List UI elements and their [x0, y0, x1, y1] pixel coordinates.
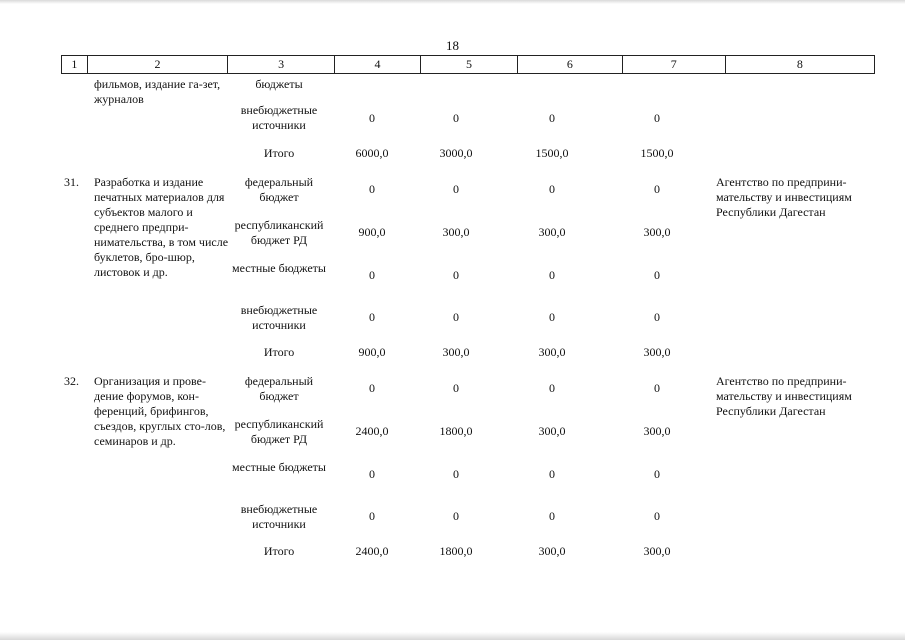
continued-source-1: бюджеты — [255, 77, 303, 91]
header-col-7: 7 — [622, 56, 725, 73]
item-31-total-v4: 900,0 — [358, 345, 386, 359]
item-32-v6-1: 0 — [549, 381, 555, 395]
item-32-v6-2: 300,0 — [538, 424, 566, 438]
header-col-4: 4 — [334, 56, 420, 73]
continued-total-v4: 6000,0 — [355, 146, 389, 160]
item-31-total-label: Итого — [263, 345, 295, 359]
item-32-organization: Агентство по предприни-мательству и инвестициям Республики Дагестан — [716, 374, 852, 418]
item-32-v5-2: 1800,0 — [439, 424, 473, 438]
page-number: 18 — [446, 38, 459, 53]
continued-total-v5: 3000,0 — [439, 146, 473, 160]
header-col-8: 8 — [725, 56, 875, 73]
item-31-description: Разработка и издание печатных материалов для субъектов малого и среднего предпри-нимательства, в том числе буклетов, бро-шюр, листовок и др. — [94, 175, 229, 279]
item-31-v7-3: 0 — [654, 268, 660, 282]
item-32-v7-2: 300,0 — [643, 424, 671, 438]
item-32-v7-4: 0 — [654, 509, 660, 523]
item-31-v7-2: 300,0 — [643, 225, 671, 239]
item-32-total-v7: 300,0 — [643, 544, 671, 558]
header-col-6: 6 — [517, 56, 622, 73]
item-31-v4-3: 0 — [369, 268, 375, 282]
continued-total-v7: 1500,0 — [640, 146, 674, 160]
item-32-source-3: местные бюджеты — [232, 460, 326, 474]
item-32-total-v5: 1800,0 — [439, 544, 473, 558]
item-32-number: 32. — [64, 374, 79, 388]
header-col-1: 1 — [61, 56, 87, 73]
item-31-v6-4: 0 — [549, 310, 555, 324]
header-col-2: 2 — [87, 56, 227, 73]
item-31-v6-1: 0 — [549, 182, 555, 196]
item-31-v6-2: 300,0 — [538, 225, 566, 239]
continued-v4-2: 0 — [369, 111, 375, 125]
item-31-v4-1: 0 — [369, 182, 375, 196]
item-32-description: Организация и прове-дение форумов, кон-ференций, брифингов, съездов, круглых сто-лов, семинаров и др. — [94, 374, 226, 448]
continued-v5-2: 0 — [453, 111, 459, 125]
item-32-v5-1: 0 — [453, 381, 459, 395]
item-31-total-v7: 300,0 — [643, 345, 671, 359]
item-32-v4-3: 0 — [369, 467, 375, 481]
item-31-v7-1: 0 — [654, 182, 660, 196]
item-31-source-4: внебюджетные источники — [240, 303, 318, 332]
item-31-source-3: местные бюджеты — [232, 261, 326, 275]
item-31-source-2: республиканский бюджет РД — [234, 218, 324, 247]
item-31-v5-2: 300,0 — [442, 225, 470, 239]
header-col-5: 5 — [420, 56, 517, 73]
item-32-v6-4: 0 — [549, 509, 555, 523]
item-32-v5-4: 0 — [453, 509, 459, 523]
item-32-source-1: федеральный бюджет — [244, 374, 314, 403]
continued-source-2: внебюджетные источники — [240, 103, 318, 132]
item-31-total-v5: 300,0 — [442, 345, 470, 359]
item-31-v5-1: 0 — [453, 182, 459, 196]
item-32-total-v6: 300,0 — [538, 544, 566, 558]
header-col-3: 3 — [227, 56, 334, 73]
item-31-v5-4: 0 — [453, 310, 459, 324]
item-31-v5-3: 0 — [453, 268, 459, 282]
scan-edge-bottom — [0, 632, 905, 640]
item-31-v7-4: 0 — [654, 310, 660, 324]
continued-total-label: Итого — [263, 146, 295, 160]
item-31-v4-4: 0 — [369, 310, 375, 324]
item-31-number: 31. — [64, 175, 79, 189]
item-32-total-label: Итого — [263, 544, 295, 558]
item-31-total-v6: 300,0 — [538, 345, 566, 359]
item-32-v5-3: 0 — [453, 467, 459, 481]
item-32-v4-1: 0 — [369, 381, 375, 395]
item-32-source-4: внебюджетные источники — [240, 502, 318, 531]
item-32-source-2: республиканский бюджет РД — [234, 417, 324, 446]
continued-total-v6: 1500,0 — [535, 146, 569, 160]
continued-v6-2: 0 — [549, 111, 555, 125]
item-32-total-v4: 2400,0 — [355, 544, 389, 558]
item-31-v4-2: 900,0 — [358, 225, 386, 239]
item-31-v6-3: 0 — [549, 268, 555, 282]
continued-description: фильмов, издание га-зет, журналов — [94, 77, 221, 106]
scan-edge-top — [0, 0, 905, 4]
item-32-v7-1: 0 — [654, 381, 660, 395]
item-31-source-1: федеральный бюджет — [244, 175, 314, 204]
item-31-organization: Агентство по предприни-мательству и инвестициям Республики Дагестан — [716, 175, 852, 219]
item-32-v4-4: 0 — [369, 509, 375, 523]
item-32-v6-3: 0 — [549, 467, 555, 481]
item-32-v7-3: 0 — [654, 467, 660, 481]
continued-v7-2: 0 — [654, 111, 660, 125]
table-header — [61, 55, 875, 74]
item-32-v4-2: 2400,0 — [355, 424, 389, 438]
